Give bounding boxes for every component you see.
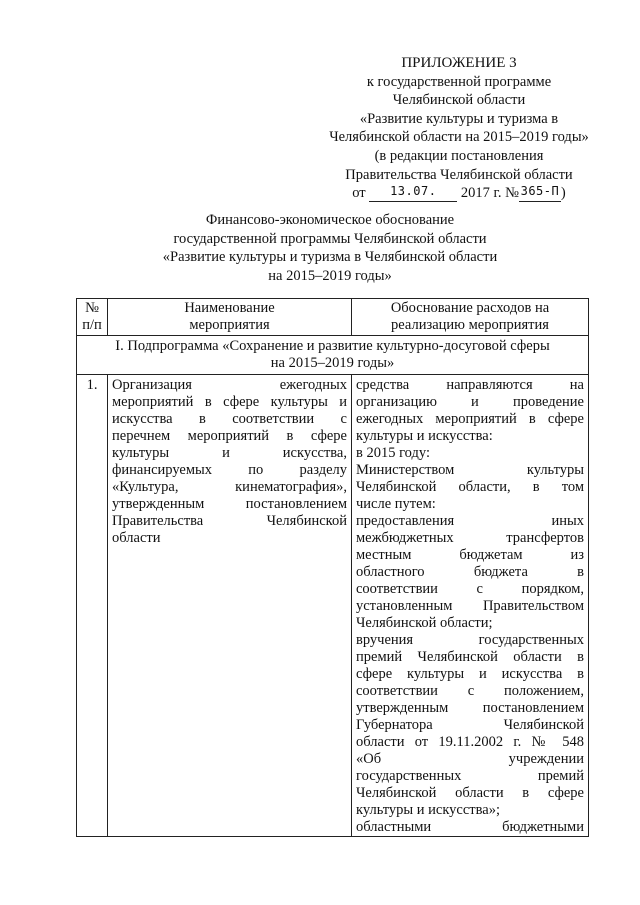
reason-line: предоставления иных [356,513,584,529]
reason-line: числе путем: [356,496,436,512]
reason-line: премий Челябинской области в [356,649,584,665]
reason-line: культуры и искусства»; [356,802,501,818]
table-header-row [77,299,589,336]
date-prefix: от [352,185,366,202]
year-text: 2017 г. № [460,185,519,202]
name-line: мероприятий в сфере культуры и [112,394,347,410]
name-line: области [112,530,161,546]
header-name [108,299,352,336]
close-paren: ) [560,185,566,202]
reason-line: Челябинской области, в том [356,479,584,495]
reason-line: государственных премий [356,768,584,784]
reason-line: Губернатора Челябинской [356,717,584,733]
date-blank [369,182,457,202]
header-reason-line2: реализацию мероприятия [391,317,549,333]
name-line: перечнем мероприятий в сфере [112,428,347,444]
section-line1: I. Подпрограмма «Сохранение и развитие культурно-досуговой сферы [115,338,550,354]
appendix-header [308,54,610,204]
appendix-line: Челябинской области [392,92,526,109]
header-name-line2: мероприятия [189,317,270,333]
row-reason-cell [352,375,589,837]
handwritten-date: 13.07. [390,184,437,199]
reason-line: Челябинской области; [356,615,493,631]
section-row [77,336,589,375]
name-line: «Культура, кинематография», [112,479,347,495]
table-row [77,375,589,837]
title-line: Финансово-экономическое обоснование [205,212,455,228]
header-num-line2: п/п [82,317,102,333]
section-title [77,336,589,375]
row-name-text [112,377,347,547]
handwritten-number: 365-П [520,184,560,199]
row-name-cell [108,375,352,837]
reason-line: сфере культуры и искусства в [356,666,584,682]
name-line: утвержденным постановлением [112,496,347,512]
header-num-line1: № [85,300,99,316]
reason-line: организацию и проведение [356,394,584,410]
reason-line: «Об учреждении [356,751,584,767]
name-line: финансируемых по разделу [112,462,347,478]
reason-line: ежегодных мероприятий в сфере [356,411,584,427]
header-name-line1: Наименование [184,300,275,316]
reason-line: межбюджетных трансфертов [356,530,584,546]
row-reason-text [356,377,584,836]
appendix-line: (в редакции постановления [374,147,544,164]
reason-line: культуры и искусства: [356,428,493,444]
name-line: культуры и искусства, [112,445,347,461]
reason-line: вручения государственных [356,632,584,648]
appendix-line: Правительства Челябинской области [345,166,573,183]
reason-line: соответствии с положением, [356,683,584,699]
name-line: Организация ежегодных [112,377,347,393]
header-reason [352,299,589,336]
title-line: государственной программы Челябинской области [173,230,487,247]
reason-line: средства направляются на [356,377,584,393]
header-reason-line1: Обоснование расходов на [390,300,550,316]
reason-line: утвержденным постановлением [356,700,584,716]
document-title [110,211,550,285]
reason-line: областного бюджета в [356,564,584,580]
section-line2: на 2015–2019 годы» [270,355,395,371]
reason-line: соответствии с порядком, [356,581,584,597]
appendix-date-line [308,184,610,204]
reason-line: местным бюджетам из [356,547,584,563]
appendix-line: Челябинской области на 2015–2019 годы» [329,129,589,146]
header-num [77,299,108,336]
name-line: искусства в соответствии с [112,411,347,427]
appendix-title: ПРИЛОЖЕНИЕ 3 [401,55,517,71]
title-line: «Развитие культуры и туризма в Челябинской области [162,249,498,266]
reason-line: областными бюджетными [356,819,584,835]
row-number: 1. [77,375,108,837]
reason-line: Челябинской области в сфере [356,785,584,801]
reason-line: области от 19.11.2002 г. № 548 [356,734,584,750]
name-line: Правительства Челябинской [112,513,347,529]
appendix-line: «Развитие культуры и туризма в [359,110,559,127]
title-line: на 2015–2019 годы» [268,267,392,284]
number-blank [519,182,561,202]
justification-table [76,298,589,837]
appendix-line: к государственной программе [366,73,552,90]
reason-line: в 2015 году: [356,445,430,461]
reason-line: Министерством культуры [356,462,584,478]
reason-line: установленным Правительством [356,598,584,614]
